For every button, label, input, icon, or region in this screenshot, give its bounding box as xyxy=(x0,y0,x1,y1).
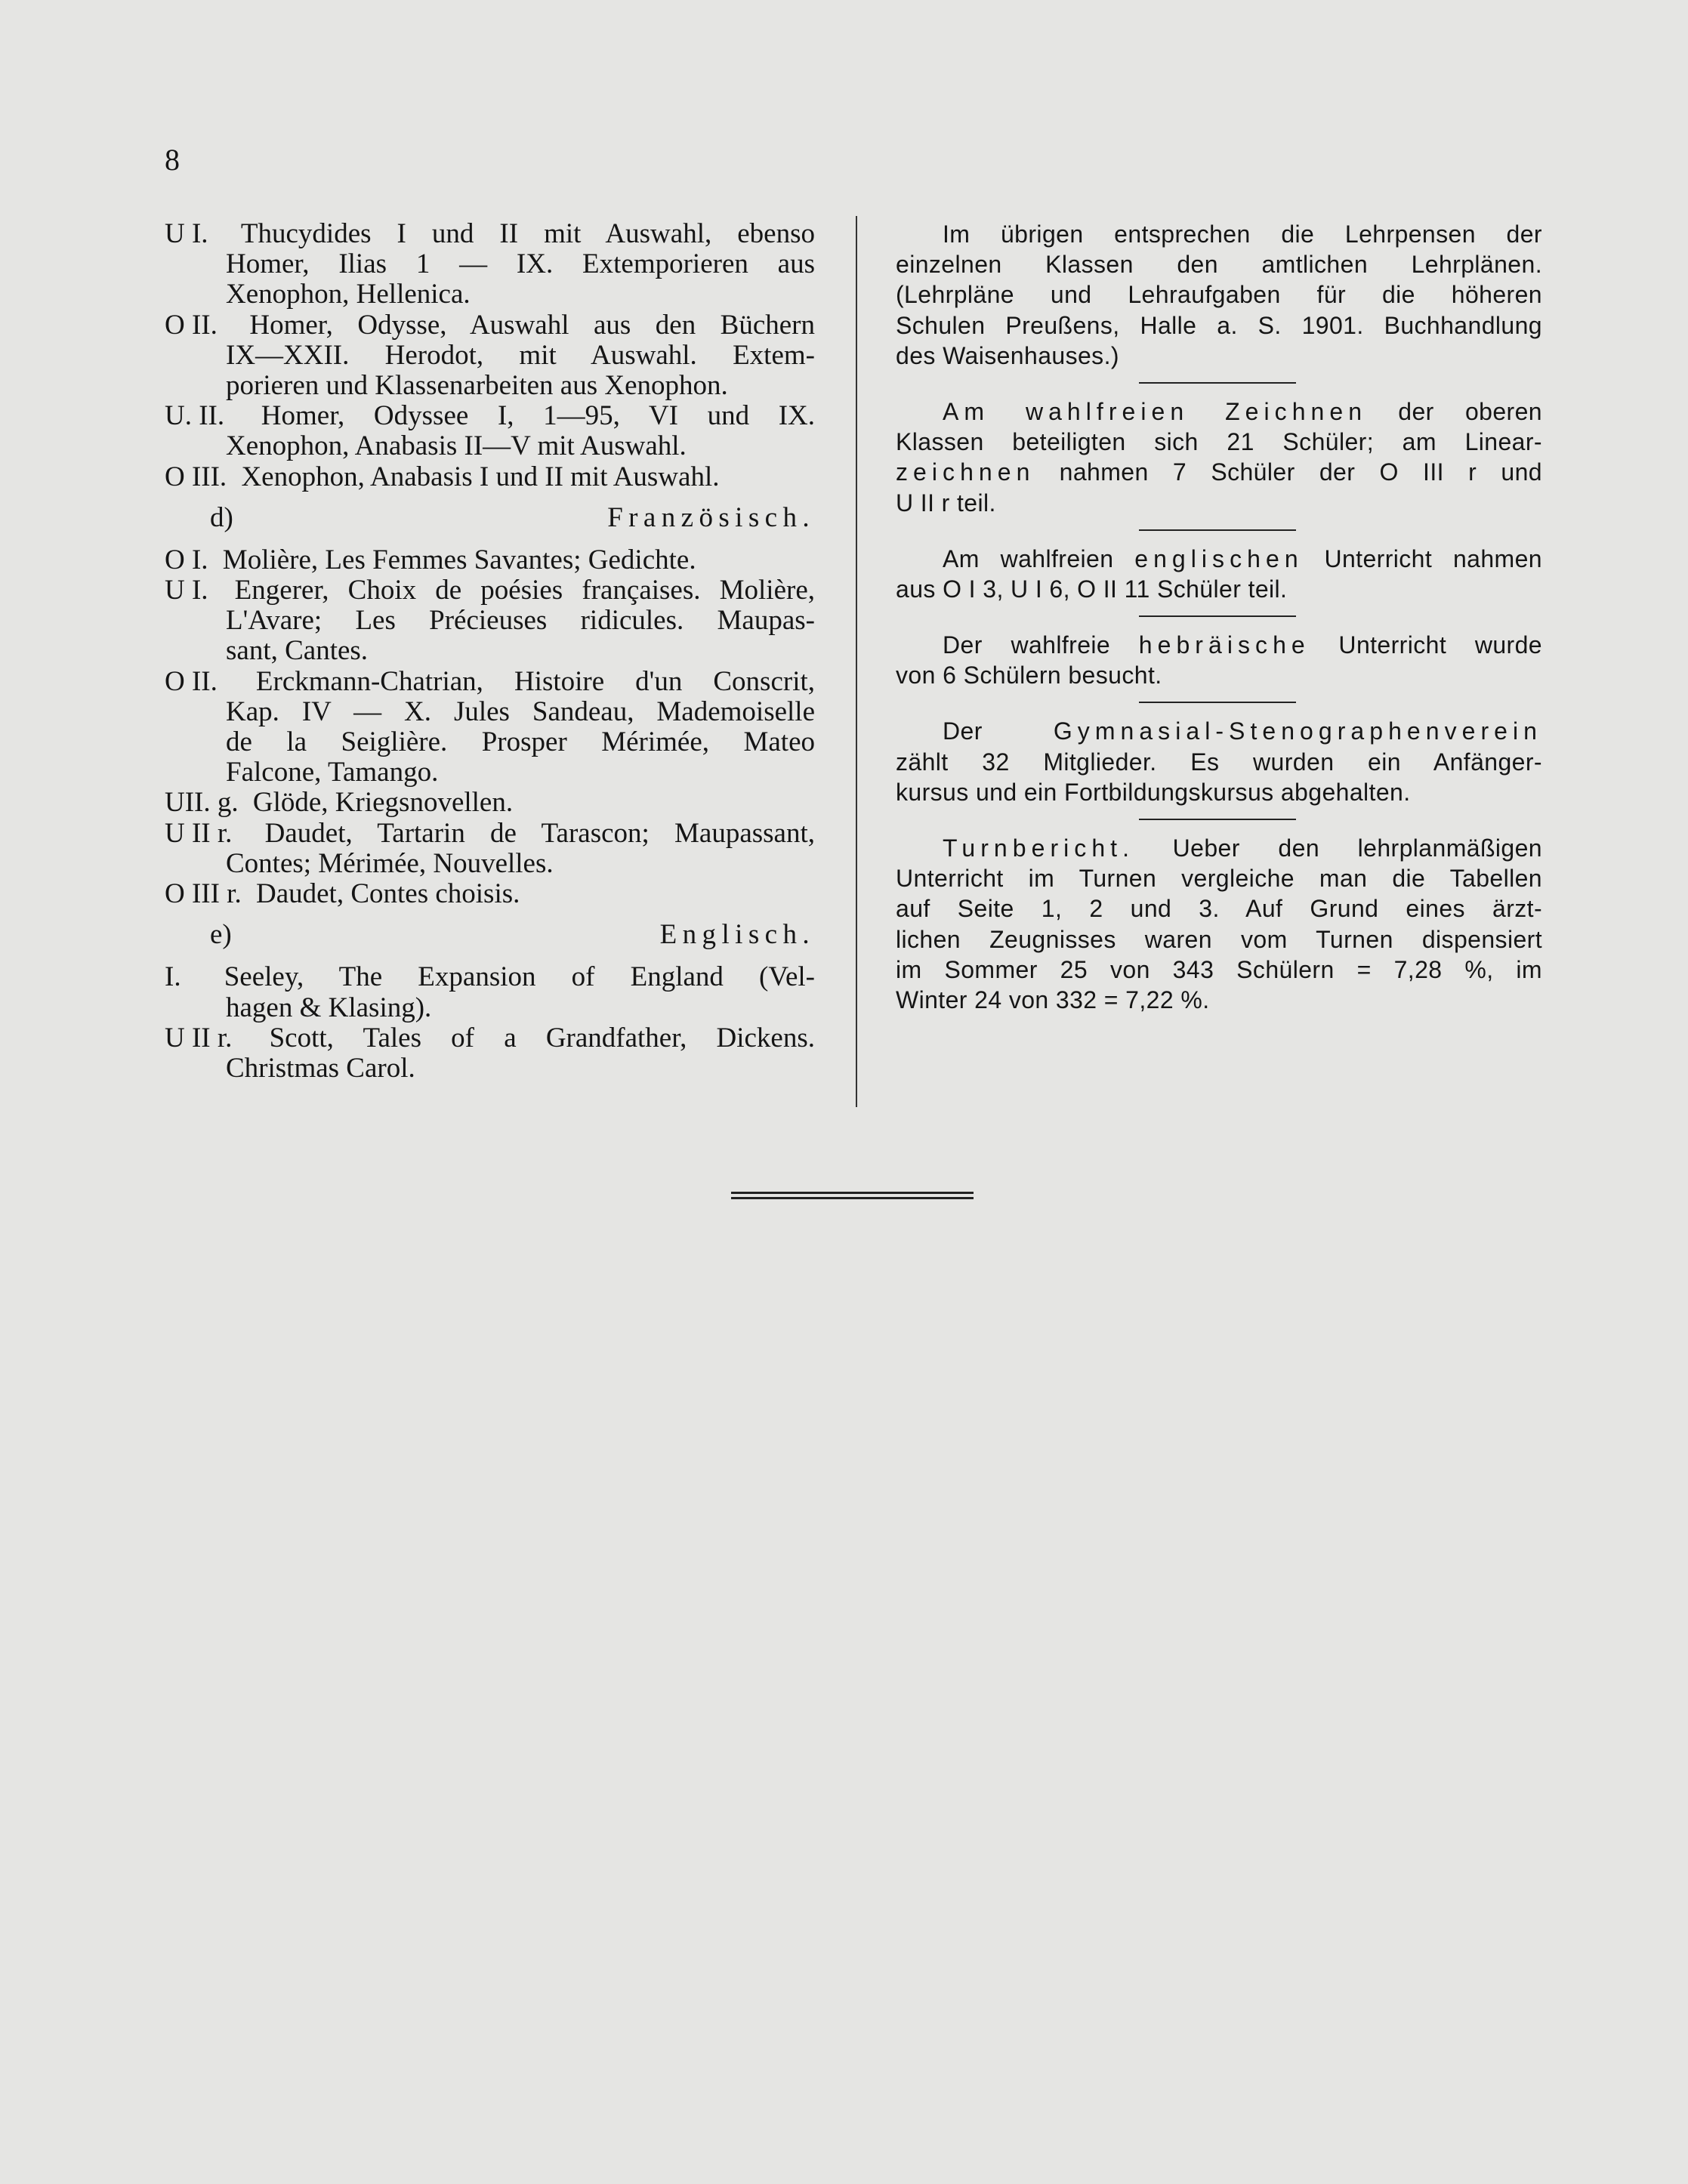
separator-rule xyxy=(1139,382,1296,384)
entry-line xyxy=(165,849,815,879)
paragraph xyxy=(896,716,1542,807)
paragraph-line xyxy=(896,893,1542,924)
text-segment: nahmen 7 Schüler der O III r und xyxy=(1035,458,1542,486)
entry-line xyxy=(165,819,815,849)
entry-line xyxy=(165,341,815,371)
paragraph-line xyxy=(896,310,1542,341)
text-segment: U II r teil. xyxy=(896,489,996,517)
section-heading xyxy=(210,920,815,950)
paragraph xyxy=(896,396,1542,518)
paragraph-line xyxy=(896,863,1542,893)
left-column xyxy=(165,219,815,1084)
text-segment: Schulen Preußens, Halle a. S. 1901. Buchhandlung xyxy=(896,311,1542,339)
curriculum-entry xyxy=(165,667,815,788)
class-label: U I. xyxy=(165,218,208,249)
entry-line xyxy=(165,727,815,757)
class-label: O II. xyxy=(165,665,218,697)
entry-line xyxy=(165,757,815,788)
text-segment: von 6 Schülern besucht. xyxy=(896,662,1162,689)
curriculum-entry xyxy=(165,575,815,667)
curriculum-entry xyxy=(165,962,815,1023)
paragraph-line xyxy=(896,955,1542,985)
paragraph-line xyxy=(896,457,1542,487)
separator-rule xyxy=(1139,529,1296,531)
text-segment: aus O I 3, U I 6, O II 11 Schüler teil. xyxy=(896,575,1288,603)
paragraph-line xyxy=(896,716,1542,746)
text-segment: Am wahlfreien xyxy=(943,544,1135,572)
text-segment: Unterricht nahmen xyxy=(1303,544,1542,572)
text-segment: zählt 32 Mitglieder. Es wurden ein Anfänger- xyxy=(896,748,1542,776)
end-double-rule xyxy=(731,1192,974,1199)
class-label: O III r. xyxy=(165,878,242,909)
paragraph-line xyxy=(896,396,1542,427)
entry-text: Kap. IV — X. Jules Sandeau, Mademoiselle xyxy=(226,696,815,727)
class-label: U II r. xyxy=(165,1022,233,1053)
entry-line xyxy=(165,993,815,1023)
section-heading xyxy=(210,503,815,533)
spaced-emphasis: Turnbericht. xyxy=(943,834,1135,862)
entry-line xyxy=(165,1023,815,1053)
paragraph-line xyxy=(896,924,1542,955)
entry-line xyxy=(165,279,815,310)
entry-line xyxy=(165,219,815,249)
entry-text: Falcone, Tamango. xyxy=(226,757,439,788)
curriculum-entry xyxy=(165,401,815,461)
class-label: O III. xyxy=(165,461,227,492)
entry-line xyxy=(165,401,815,431)
entry-text: Erckmann-Chatrian, Histoire d'un Conscrit, xyxy=(255,665,815,697)
entry-text: Thucydides I und II mit Auswahl, ebenso xyxy=(240,218,815,249)
paragraph-line xyxy=(896,833,1542,863)
column-divider xyxy=(856,216,857,1107)
text-segment: kursus und ein Fortbildungskursus abgehalten. xyxy=(896,778,1411,806)
spaced-emphasis: zeichnen xyxy=(896,458,1035,486)
paragraph-line xyxy=(896,279,1542,310)
section-prefix: e) xyxy=(210,919,232,951)
paragraph-line xyxy=(896,341,1542,371)
paragraph-line xyxy=(896,747,1542,777)
entry-line xyxy=(165,431,815,461)
entry-line xyxy=(165,667,815,697)
entry-text: Homer, Odysse, Auswahl aus den Büchern xyxy=(249,309,816,341)
entry-text: Homer, Ilias 1 — IX. Extemporieren aus xyxy=(226,248,815,280)
page-number: 8 xyxy=(165,143,180,177)
entry-line xyxy=(165,545,815,575)
entry-text: hagen & Klasing). xyxy=(226,992,432,1023)
entry-text: Xenophon, Hellenica. xyxy=(226,279,471,310)
entry-text: IX—XXII. Herodot, mit Auswahl. Extem- xyxy=(226,339,815,371)
entry-text: Daudet, Tartarin de Tarascon; Maupassant, xyxy=(264,817,815,849)
class-label: U II r. xyxy=(165,817,233,849)
class-label: U. II. xyxy=(165,400,225,432)
spaced-emphasis: Gymnasial-Stenographenverein xyxy=(1053,717,1542,745)
entry-line xyxy=(165,697,815,727)
text-segment: auf Seite 1, 2 und 3. Auf Grund eines ärzt- xyxy=(896,895,1542,923)
entry-text: Contes; Mérimée, Nouvelles. xyxy=(226,847,554,879)
text-segment: Klassen beteiligten sich 21 Schüler; am Linear- xyxy=(896,428,1542,456)
entry-line xyxy=(165,962,815,992)
paragraph-line xyxy=(896,249,1542,279)
curriculum-entry xyxy=(165,879,815,909)
entry-line xyxy=(165,371,815,401)
entry-line xyxy=(165,636,815,666)
paragraph-line xyxy=(896,574,1542,604)
text-segment: Der wahlfreie xyxy=(943,631,1139,659)
entry-line xyxy=(165,575,815,606)
curriculum-entry xyxy=(165,545,815,575)
separator-rule xyxy=(1139,702,1296,703)
entry-line xyxy=(165,310,815,341)
entry-text: sant, Cantes. xyxy=(226,635,369,667)
entry-text: Scott, Tales of a Grandfather, Dickens. xyxy=(269,1022,816,1053)
paragraph xyxy=(896,630,1542,690)
paragraph-line xyxy=(896,219,1542,249)
entry-line xyxy=(165,879,815,909)
class-label: I. xyxy=(165,961,181,993)
text-segment: einzelnen Klassen den amtlichen Lehrplänen. xyxy=(896,251,1542,279)
entry-text: Christmas Carol. xyxy=(226,1052,415,1084)
curriculum-entry xyxy=(165,788,815,818)
text-segment: Der xyxy=(943,717,1054,745)
entry-text: Engerer, Choix de poésies françaises. Molière, xyxy=(234,575,815,606)
class-label: UII. g. xyxy=(165,787,239,819)
section-prefix: d) xyxy=(210,501,233,533)
class-label: O I. xyxy=(165,544,208,575)
paragraph xyxy=(896,219,1542,371)
text-segment: lichen Zeugnisses waren vom Turnen dispensiert xyxy=(896,925,1542,953)
entry-text: Daudet, Contes choisis. xyxy=(255,878,520,909)
entry-line xyxy=(165,788,815,818)
paragraph-line xyxy=(896,427,1542,457)
entry-text: Glöde, Kriegsnovellen. xyxy=(252,787,514,819)
paragraph-line xyxy=(896,544,1542,574)
entry-text: Xenophon, Anabasis II—V mit Auswahl. xyxy=(226,430,687,462)
paragraph xyxy=(896,544,1542,604)
text-segment: (Lehrpläne und Lehraufgaben für die höheren xyxy=(896,281,1542,309)
entry-text: L'Avare; Les Précieuses ridicules. Maupas- xyxy=(226,605,815,637)
paragraph-line xyxy=(896,660,1542,690)
curriculum-entry xyxy=(165,1023,815,1084)
paragraph-line xyxy=(896,488,1542,518)
entry-line xyxy=(165,606,815,636)
text-segment: im Sommer 25 von 343 Schülern = 7,28 %, im xyxy=(896,955,1542,983)
entry-text: Xenophon, Anabasis I und II mit Auswahl. xyxy=(241,461,720,492)
paragraph-line xyxy=(896,777,1542,807)
entry-text: Molière, Les Femmes Savantes; Gedichte. xyxy=(222,544,696,575)
spaced-emphasis: hebräische xyxy=(1138,631,1310,659)
text-segment: Winter 24 von 332 = 7,22 %. xyxy=(896,986,1210,1013)
curriculum-entry xyxy=(165,219,815,310)
class-label: O II. xyxy=(165,309,218,341)
entry-line xyxy=(165,249,815,279)
text-segment: des Waisenhauses.) xyxy=(896,341,1119,369)
text-segment: Unterricht wurde xyxy=(1310,631,1542,659)
paragraph-line xyxy=(896,630,1542,660)
entry-text: de la Seiglière. Prosper Mérimée, Mateo xyxy=(226,726,815,758)
entry-text: porieren und Klassenarbeiten aus Xenophon. xyxy=(226,369,728,401)
section-title: Französisch. xyxy=(607,501,815,533)
curriculum-entry xyxy=(165,819,815,879)
spaced-emphasis: englischen xyxy=(1134,544,1304,572)
separator-rule xyxy=(1139,819,1296,820)
entry-line xyxy=(165,1053,815,1084)
section-title: Englisch. xyxy=(659,919,815,951)
right-column xyxy=(896,219,1542,1015)
entry-line xyxy=(165,462,815,492)
entry-text: Homer, Odyssee I, 1—95, VI und IX. xyxy=(261,400,815,432)
text-segment: der oberen xyxy=(1367,397,1542,425)
text-segment: Unterricht im Turnen vergleiche man die Tabellen xyxy=(896,865,1542,893)
paragraph xyxy=(896,833,1542,1015)
text-segment: Im übrigen entsprechen die Lehrpensen der xyxy=(943,221,1542,248)
text-segment: Ueber den lehrplanmäßigen xyxy=(1134,834,1542,862)
class-label: U I. xyxy=(165,575,208,606)
spaced-emphasis: Am wahlfreien Zeichnen xyxy=(943,397,1368,425)
entry-text: Seeley, The Expansion of England (Vel- xyxy=(224,961,815,993)
separator-rule xyxy=(1139,615,1296,617)
curriculum-entry xyxy=(165,462,815,492)
curriculum-entry xyxy=(165,310,815,402)
paragraph-line xyxy=(896,985,1542,1015)
